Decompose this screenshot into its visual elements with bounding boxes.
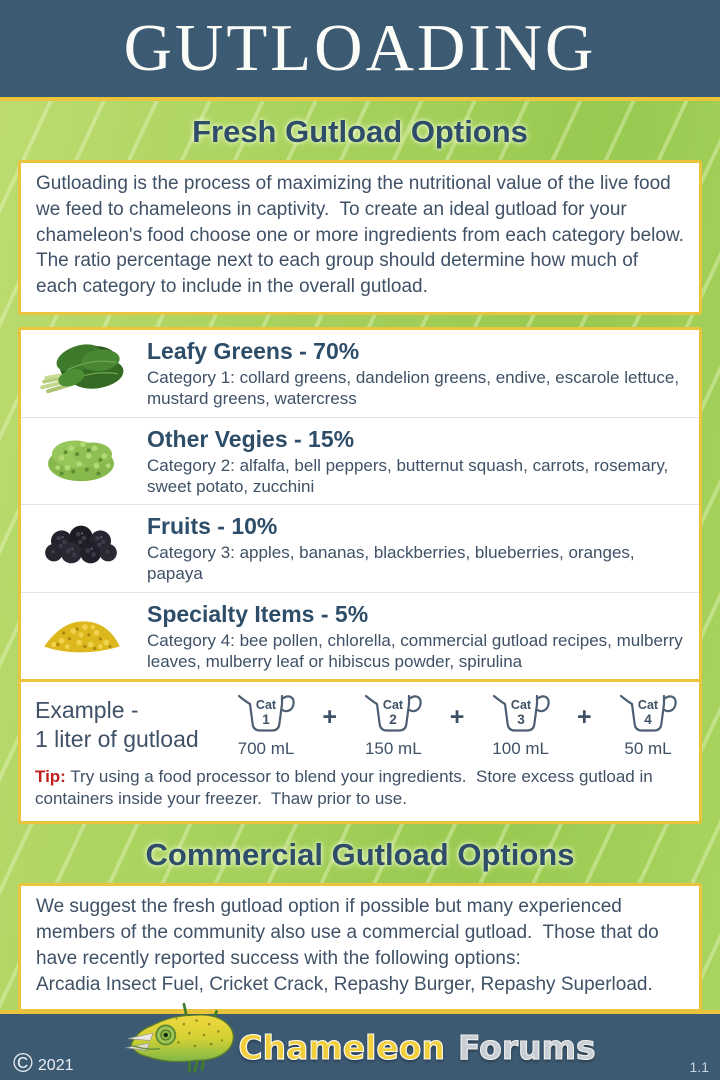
cup-number: 1 bbox=[262, 712, 270, 728]
copyright-notice bbox=[13, 1048, 74, 1079]
tip-section bbox=[21, 761, 699, 821]
cup-amount: 50 mL bbox=[624, 739, 672, 759]
category-items: Category 1: collard greens, dandelion greens, endive, escarole lettuce, mustard greens, watercress bbox=[147, 368, 680, 409]
category-name: Specialty Items - 5% bbox=[147, 600, 369, 627]
tip-label: Tip: bbox=[35, 767, 66, 787]
category-row-fruits bbox=[21, 504, 699, 592]
category-items: Category 3: apples, bananas, blackberries, blueberries, oranges, papaya bbox=[147, 543, 635, 584]
plus-sign: + bbox=[449, 703, 465, 732]
cup-label: Cat bbox=[383, 698, 404, 713]
example-label bbox=[35, 692, 225, 759]
intro-box bbox=[18, 160, 702, 315]
measuring-cup-icon bbox=[364, 692, 422, 739]
commercial-brands: Arcadia Insect Fuel, Cricket Crack, Repashy Burger, Repashy Superload. bbox=[36, 973, 653, 995]
category-items: Category 4: bee pollen, chlorella, commercial gutload recipes, mulberry leaves, mulberry leaf or hibiscus powder, spirulina bbox=[147, 630, 683, 671]
category-row-leafy-greens bbox=[21, 330, 699, 417]
cup-amount: 700 mL bbox=[237, 739, 295, 759]
category-row-other-vegies bbox=[21, 417, 699, 505]
measuring-cup-icon bbox=[492, 692, 550, 739]
commercial-box bbox=[18, 883, 702, 1010]
brand-word-forums: Forums bbox=[457, 1027, 596, 1067]
cup-label: Cat bbox=[637, 698, 659, 713]
category-info bbox=[147, 600, 685, 673]
footer-banner bbox=[0, 1014, 720, 1080]
example-section bbox=[21, 679, 699, 761]
category-name: Fruits - 10% bbox=[147, 513, 278, 540]
category-info bbox=[147, 337, 685, 410]
cup-number: 2 bbox=[389, 712, 398, 728]
example-label-line2: 1 liter of gutload bbox=[35, 725, 199, 752]
page-title: GUTLOADING bbox=[123, 11, 597, 85]
plus-sign: + bbox=[577, 703, 592, 732]
measuring-cup-cat1 bbox=[227, 692, 305, 759]
header-banner bbox=[0, 0, 720, 97]
measuring-cup-cat2 bbox=[354, 692, 432, 759]
example-cups bbox=[225, 692, 689, 759]
cup-number: 3 bbox=[516, 712, 525, 728]
cup-number: 4 bbox=[644, 712, 652, 728]
category-name: Other Vegies - 15% bbox=[147, 425, 355, 452]
category-info bbox=[147, 512, 685, 585]
copyright-icon: © bbox=[13, 1048, 33, 1079]
category-info bbox=[147, 425, 685, 498]
measuring-cup-cat3 bbox=[482, 692, 560, 759]
cup-amount: 100 mL bbox=[492, 739, 549, 759]
cup-label: Cat bbox=[255, 698, 277, 713]
collard-greens-image bbox=[31, 337, 131, 399]
category-items: Category 2: alfalfa, bell peppers, butternut squash, carrots, rosemary, sweet potato, zucchini bbox=[147, 455, 669, 496]
measuring-cup-cat4 bbox=[609, 692, 687, 759]
measuring-cup-icon bbox=[237, 692, 295, 739]
content-area bbox=[0, 101, 720, 1010]
example-label-line1: Example - bbox=[35, 697, 139, 724]
tip-text: Try using a food processor to blend your ingredients. Store excess gutload in containers inside your freezer. Thaw prior to use. bbox=[35, 767, 658, 809]
categories-box bbox=[18, 327, 702, 824]
intro-paragraph: Gutloading is the process of maximizing the nutritional value of the live food we feed to chameleons in captivity. To create an ideal gutload for your chameleon's food choose one or more ingredients from each category below. The ratio percentage next to each group should determine how much of each category to include in the overall gutload. bbox=[36, 173, 695, 298]
cup-label: Cat bbox=[510, 698, 531, 713]
cup-amount: 150 mL bbox=[364, 739, 422, 759]
copyright-year: 2021 bbox=[37, 1057, 74, 1074]
brand-group bbox=[124, 1016, 595, 1079]
commercial-paragraph: We suggest the fresh gutload option if possible but many experienced members of the community also use a commercial gutload. Those that do have recently reported success with the following options: bbox=[36, 896, 665, 969]
category-row-specialty-items bbox=[21, 592, 699, 680]
blackberries-image bbox=[31, 512, 131, 574]
category-name: Leafy Greens - 70% bbox=[147, 338, 360, 365]
brand-word-chameleon: Chameleon bbox=[238, 1027, 445, 1067]
bee-pollen-image bbox=[31, 600, 131, 662]
alfalfa-sprouts-image bbox=[31, 425, 131, 487]
fresh-section-title: Fresh Gutload Options bbox=[192, 114, 528, 149]
measuring-cup-icon bbox=[619, 692, 677, 739]
chameleon-logo-icon bbox=[124, 996, 242, 1079]
plus-sign: + bbox=[322, 703, 337, 732]
commercial-section-title: Commercial Gutload Options bbox=[145, 837, 575, 873]
version-label: 1.1 bbox=[689, 1059, 709, 1075]
brand-wordmark bbox=[238, 1027, 596, 1067]
